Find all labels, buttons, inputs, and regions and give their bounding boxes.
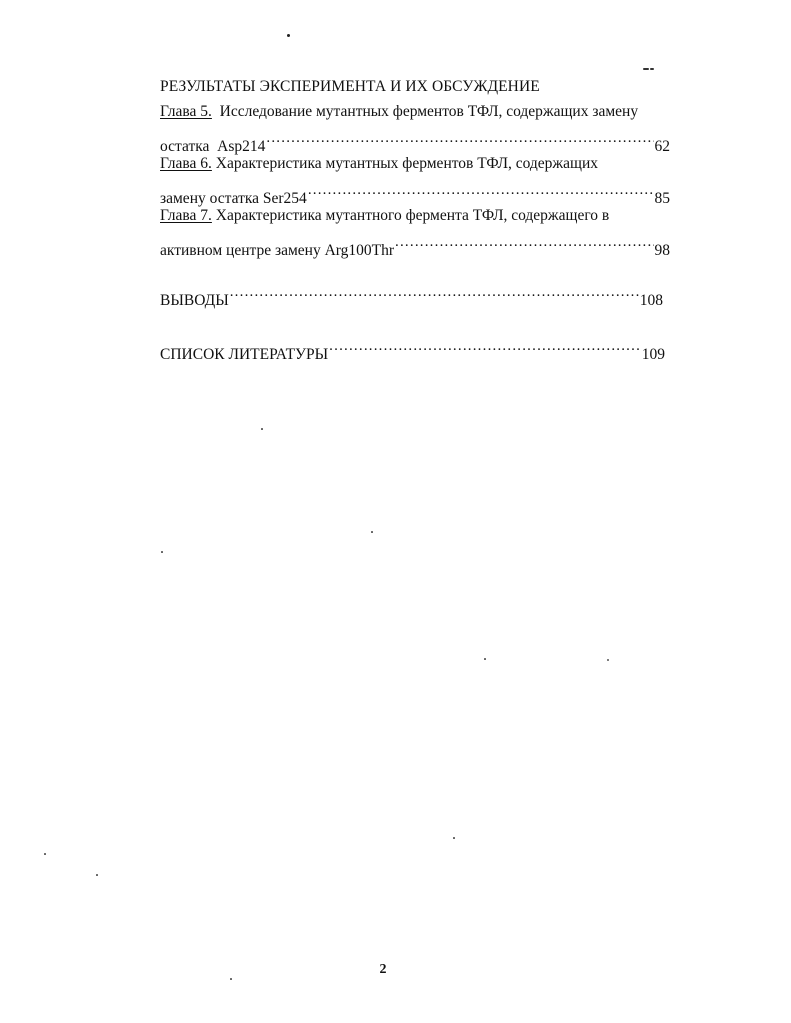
page-number: 2	[379, 962, 387, 977]
scan-speck	[230, 978, 232, 980]
toc-entry-references[interactable]	[160, 333, 665, 363]
chapter-title-continuation: остатка Asp214	[160, 138, 266, 155]
chapter-title: Характеристика мутантного фермента ТФЛ, содержащего в	[211, 207, 610, 224]
references-label: СПИСОК ЛИТЕРАТУРЫ	[160, 346, 329, 363]
scan-speck	[261, 428, 263, 430]
scan-speck	[643, 68, 649, 70]
dot-leader	[265, 125, 653, 151]
toc-entry-title-line	[160, 151, 670, 177]
toc-entry-chapter-5[interactable]	[160, 99, 670, 155]
chapter-label: Глава 7.	[160, 207, 212, 224]
page-reference: 98	[654, 238, 671, 264]
page-reference: 109	[641, 342, 665, 368]
scan-speck	[453, 837, 455, 839]
toc-entry-chapter-7[interactable]	[160, 203, 670, 259]
toc-entry-title-line	[160, 203, 670, 229]
chapter-label: Глава 5.	[160, 103, 212, 120]
scan-speck	[161, 551, 163, 553]
page-reference: 62	[654, 134, 671, 160]
scan-speck	[44, 853, 46, 855]
chapter-title-continuation: замену остатка Ser254	[160, 190, 307, 207]
scan-speck	[484, 658, 486, 660]
toc-entry-continuation-line	[160, 229, 670, 259]
toc-entry-conclusions[interactable]	[160, 279, 663, 309]
toc-entry-continuation-line	[160, 177, 670, 207]
toc-entry-continuation-line	[160, 125, 670, 155]
chapter-title-continuation: активном центре замену Arg100Thr	[160, 242, 395, 259]
spacer	[160, 305, 670, 333]
conclusions-label: ВЫВОДЫ	[160, 292, 229, 309]
chapter-title: Характеристика мутантных ферментов ТФЛ, содержащих	[211, 155, 598, 172]
dot-leader	[328, 333, 641, 359]
dot-leader	[394, 229, 653, 255]
dot-leader	[229, 279, 639, 305]
table-of-contents	[160, 75, 670, 363]
scan-speck	[650, 68, 654, 70]
section-heading: РЕЗУЛЬТАТЫ ЭКСПЕРИМЕНТА И ИХ ОБСУЖДЕНИЕ	[160, 78, 540, 95]
scan-speck	[96, 874, 98, 876]
page-reference: 108	[639, 288, 663, 314]
scan-speck	[287, 34, 290, 37]
scan-speck	[607, 659, 609, 661]
chapter-label: Глава 6.	[160, 155, 212, 172]
scan-speck	[371, 531, 373, 533]
toc-entry-title-line	[160, 99, 670, 125]
page-reference: 85	[654, 186, 671, 212]
dot-leader	[307, 177, 654, 203]
toc-entry-chapter-6[interactable]	[160, 151, 670, 207]
chapter-title: Исследование мутантных ферментов ТФЛ, содержащих замену	[211, 103, 639, 120]
